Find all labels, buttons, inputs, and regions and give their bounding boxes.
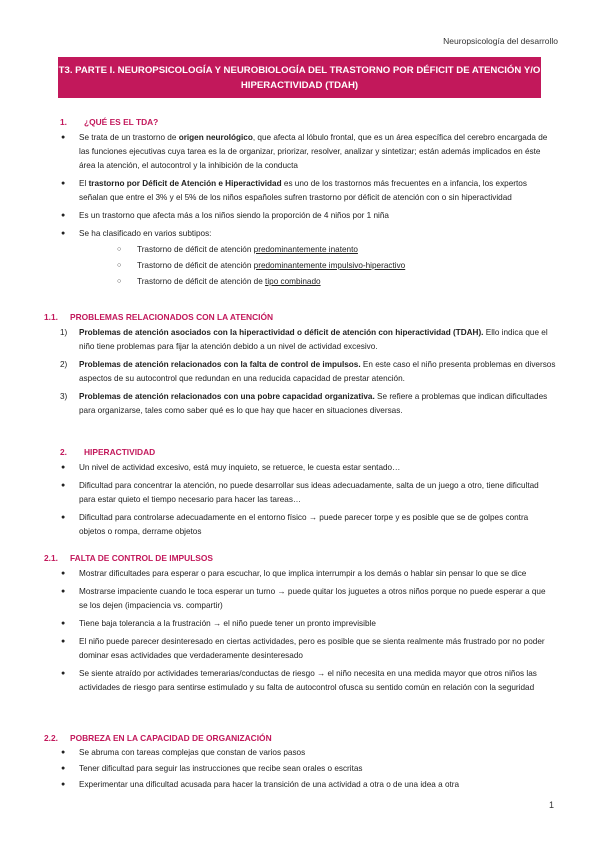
banner-line-1: T3. PARTE I. NEUROPSICOLOGÍA Y NEUROBIOLOGÍA DEL TRASTORNO POR DÉFICIT DE ATENCIÓN Y/O [58,65,541,76]
list-item: 1) Problemas de atención asociados con la hiperactividad o déficit de atención con hiperactividad (TDAH). Ello indica que el niño tiene problemas para fijar la atención debido a un nivel de actividad excesivo. [60,328,548,351]
section-title: ¿QUÉ ES EL TDA? [84,117,159,127]
section-title: FALTA DE CONTROL DE IMPULSOS [70,553,213,563]
section-number: 1. [60,117,67,127]
section-heading-1-1 [44,312,556,322]
section-heading-2-2 [44,733,556,743]
list-item: ● Se trata de un trastorno de origen neurológico, que afecta al lóbulo frontal, que es un área específica del cerebro encargada de las funciones ejecutivas cuya tarea es la de organizar, priorizar, resolver, analizar y sintetizar; están además implicados en éste área la atención, el autocontrol y la inhibición de la conducta [56,131,556,173]
section-heading-2 [44,447,556,457]
section-2-body [56,461,556,543]
list-item: ● Un nivel de actividad excesivo, está muy inquieto, se retuerce, le cuesta estar sentado… [56,461,556,475]
section-1-body [56,131,556,293]
section-number: 2.1. [44,553,58,563]
section-number: 2.2. [44,733,58,743]
section-title: PROBLEMAS RELACIONADOS CON LA ATENCIÓN [70,312,274,322]
list-item: ● Experimentar una dificultad acusada para hacer la transición de una actividad a otra o de una idea a otra [56,778,556,792]
section-number: 1.1. [44,312,58,322]
chapter-title-banner [58,57,541,98]
section-heading-1 [44,117,556,127]
list-item: ● Tiene baja tolerancia a la frustración → el niño puede tener un pronto imprevisible [56,617,556,631]
document-header-title: Neuropsicología del desarrollo [443,36,558,46]
subtype-item: ○ Trastorno de déficit de atención predominantemente inatento [79,243,556,257]
section-title: POBREZA EN LA CAPACIDAD DE ORGANIZACIÓN [70,733,272,743]
list-item: 3) Problemas de atención relacionados con una pobre capacidad organizativa. Se refiere a problemas que indican dificultades para organizarse, tales como saber qué es lo que hay que hacer en situaciones diversas. [60,392,548,415]
section-title: HIPERACTIVIDAD [84,447,156,457]
list-item: ● Dificultad para concentrar la atención, no puede desarrollar sus ideas adecuadamente, salta de un juego a otro, tiene dificultad para estar quieto el tiempo necesario para hacer las tareas… [56,479,556,507]
list-item: 2) Problemas de atención relacionados con la falta de control de impulsos. En este caso el niño presenta problemas en diversos aspectos de su autocontrol que redundan en una reducida capacidad de prestar atención. [60,360,556,383]
section-number: 2. [60,447,67,457]
list-item: ● Mostrar dificultades para esperar o para escuchar, lo que implica interrumpir a los demás o hablar sin pensar lo que se dice [56,567,556,581]
section-2-2-body [56,746,556,794]
list-item: ● Mostrarse impaciente cuando le toca esperar un turno → puede quitar los juguetes a otros niños porque no puede esperar a que se los dejen (impaciencia vs. compartir) [56,585,556,613]
banner-line-2: HIPERACTIVIDAD (TDAH) [240,80,359,91]
section-heading-2-1 [44,553,556,563]
list-item: ● Tener dificultad para seguir las instrucciones que recibe sean orales o escritas [56,762,556,776]
list-item: ● Se ha clasificado en varios subtipos: ○ Trastorno de déficit de atención predominantemente inatento ○ Trastorno de déficit de atención predominantemente impulsivo-hiperactivo ○ Trastorno de déficit de atención de tipo combinado [56,227,556,289]
list-item: ● El niño puede parecer desinteresado en ciertas actividades, pero es posible que se sienta realmente más frustrado por no poder dominar esas actividades que verdaderamente desinteresado [56,635,556,663]
subtype-item: ○ Trastorno de déficit de atención predominantemente impulsivo-hiperactivo [79,259,556,273]
list-item: ● Dificultad para controlarse adecuadamente en el entorno físico → puede parecer torpe y es posible que se de golpes contra objetos o rompa, derrame objetos [56,511,556,539]
list-item: ● Se siente atraído por actividades temerarias/conductas de riesgo → el niño necesita en una medida mayor que otros niños las actividades de riesgo para sentirse estimulado y su falta de autocontrol ofusca su sentido común en relación con la seguridad [56,667,556,695]
page-number: 1 [548,800,554,810]
section-2-1-body [56,567,556,699]
list-item: ● El trastorno por Déficit de Atención e Hiperactividad es uno de los trastornos más frecuentes en a infancia, los expertos señalan que entre el 3% y el 5% de los niños españoles sufren trastorno por déficit de atención con o sin hiperactividad [56,177,556,205]
section-1-1-body [56,326,556,422]
subtype-item: ○ Trastorno de déficit de atención de tipo combinado [79,275,556,289]
list-item: ● Se abruma con tareas complejas que constan de varios pasos [56,746,556,760]
list-item: ● Es un trastorno que afecta más a los niños siendo la proporción de 4 niños por 1 niña [56,209,556,223]
